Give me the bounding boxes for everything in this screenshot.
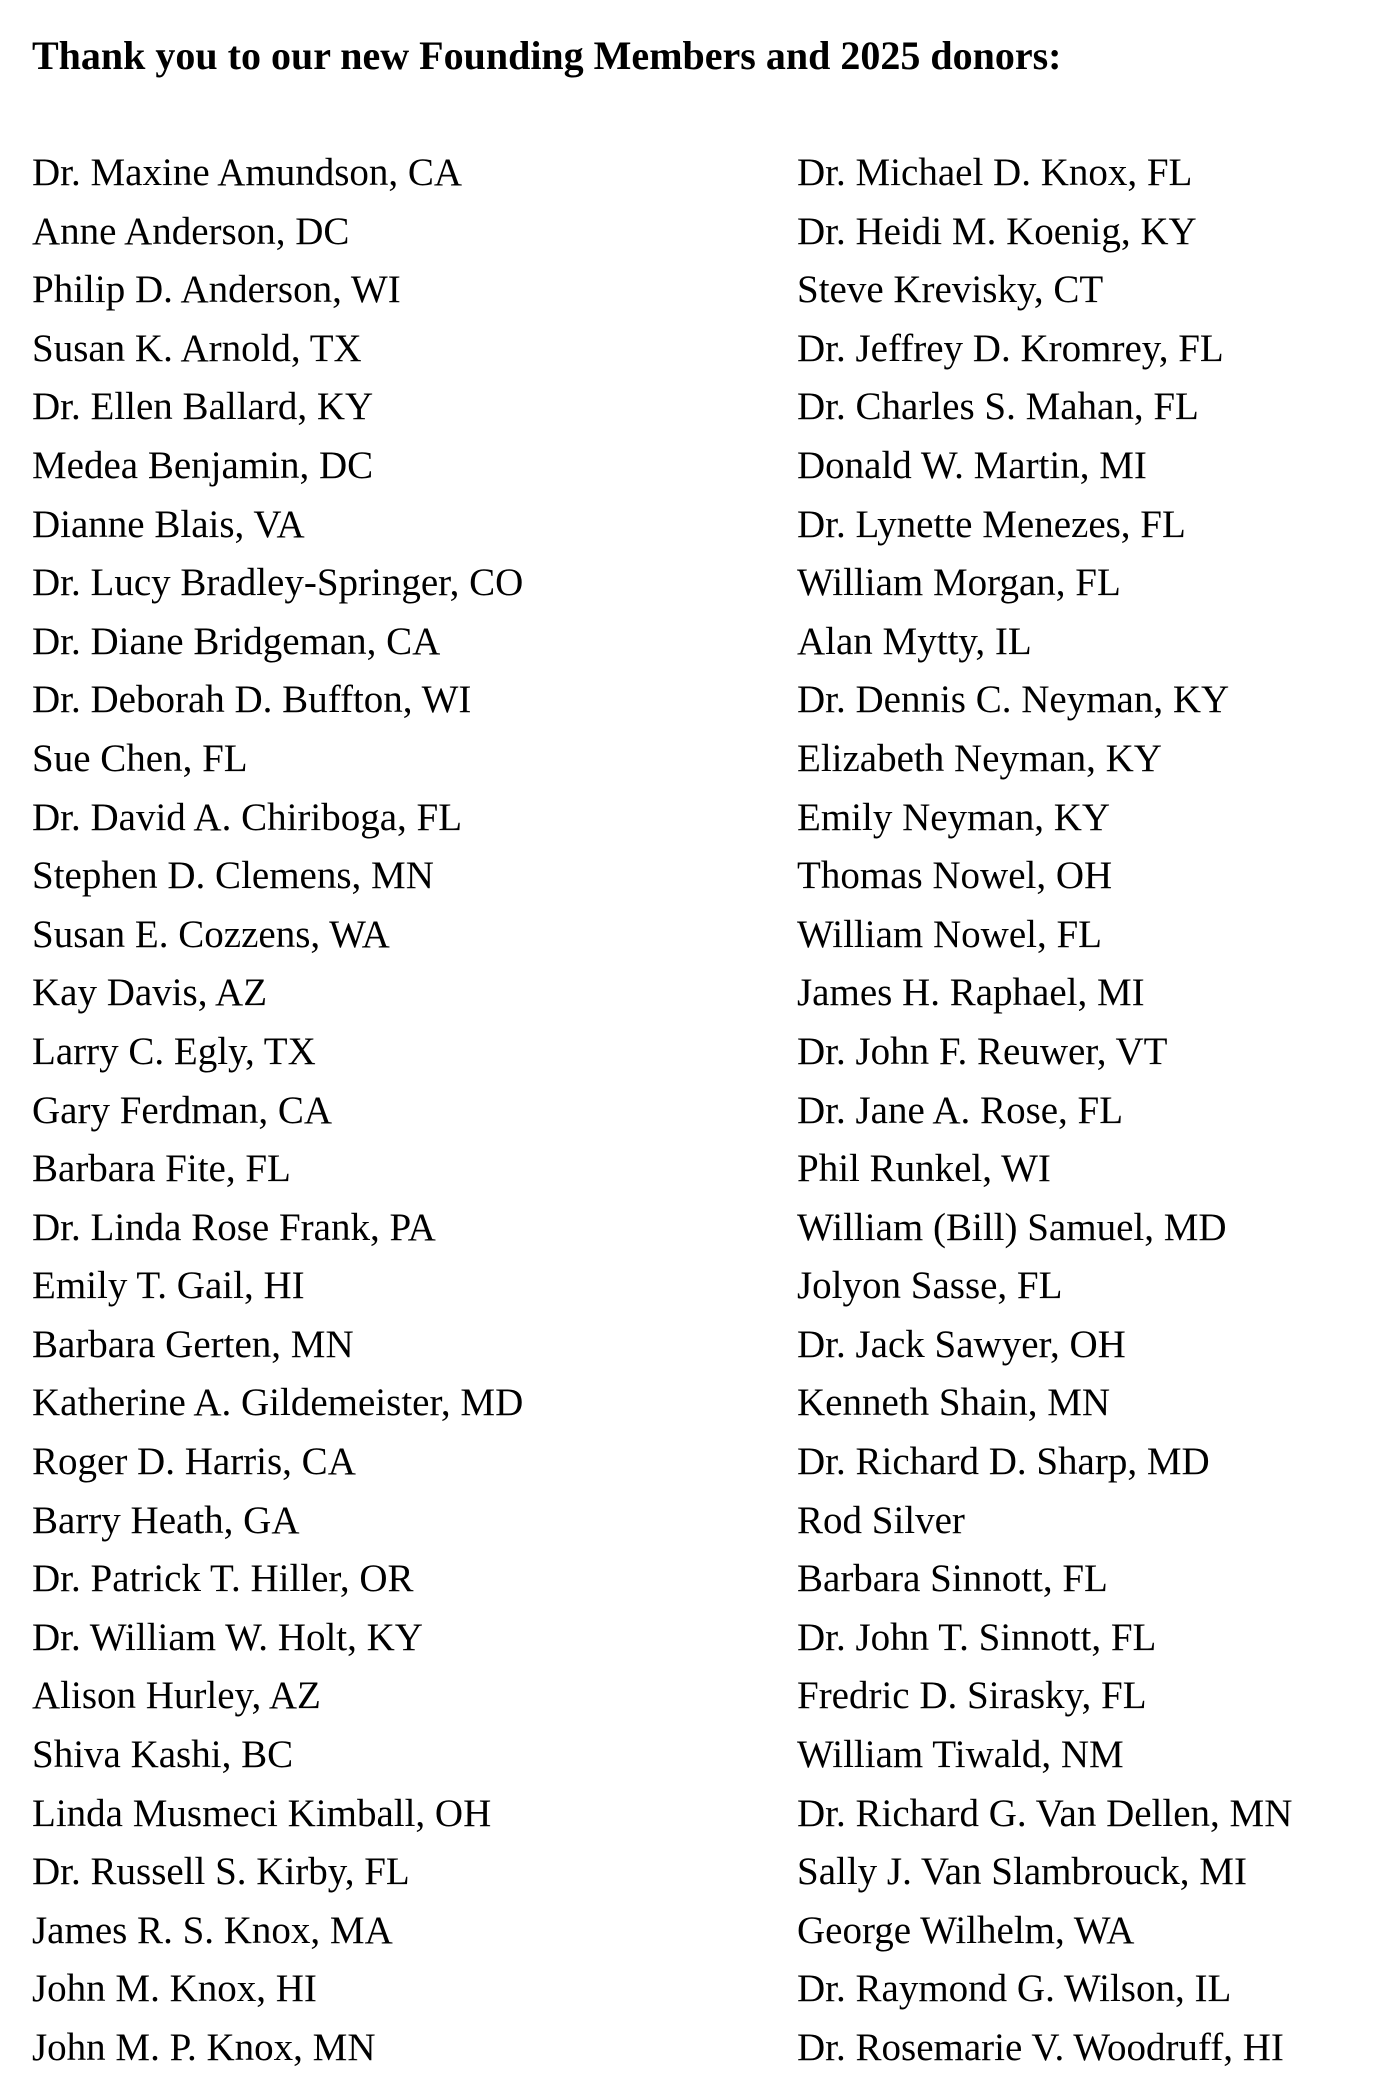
donor-name: Dr. Maxine Amundson, CA <box>32 151 463 194</box>
donor-name: John M. P. Knox, MN <box>32 2026 376 2069</box>
donor-name: Alison Hurley, AZ <box>32 1674 321 1718</box>
page-heading: Thank you to our new Founding Members and 2025 donors: <box>32 33 1062 78</box>
donor-name: Dr. Charles S. Mahan, FL <box>797 385 1199 429</box>
donor-name: Barry Heath, GA <box>32 1498 300 1542</box>
donor-name: William Morgan, FL <box>797 561 1121 605</box>
donor-name: Gary Ferdman, CA <box>32 1088 333 1132</box>
donor-list-right-column <box>797 144 1292 2078</box>
donor-name: Emily T. Gail, HI <box>32 1264 305 1308</box>
donor-name: Dr. Deborah D. Buffton, WI <box>32 678 472 722</box>
donor-name: Dr. Patrick T. Hiller, OR <box>32 1557 414 1601</box>
donor-name: Stephen D. Clemens, MN <box>32 854 434 898</box>
donor-name: Sally J. Van Slambrouck, MI <box>797 1850 1247 1894</box>
donor-name: Kenneth Shain, MN <box>797 1381 1111 1425</box>
donor-name: Susan K. Arnold, TX <box>32 326 362 370</box>
donor-name: Dr. Jane A. Rose, FL <box>797 1088 1124 1132</box>
donor-name: Dr. Raymond G. Wilson, IL <box>797 1967 1232 2011</box>
donor-name: Steve Krevisky, CT <box>797 268 1104 312</box>
donor-name: Dr. Heidi M. Koenig, KY <box>797 209 1197 253</box>
donor-name: Rod Silver <box>797 1498 965 1542</box>
donor-name: Phil Runkel, WI <box>797 1147 1051 1191</box>
donor-name: Philip D. Anderson, WI <box>32 268 401 312</box>
donor-name: Anne Anderson, DC <box>32 209 350 253</box>
donor-name: Elizabeth Neyman, KY <box>797 736 1162 780</box>
donor-name: Dr. Jack Sawyer, OH <box>797 1322 1126 1366</box>
donor-name: Dr. Diane Bridgeman, CA <box>32 619 441 663</box>
donor-name: Alan Mytty, IL <box>797 619 1032 663</box>
donor-name: Dr. John T. Sinnott, FL <box>797 1615 1157 1659</box>
donor-name: Sue Chen, FL <box>32 736 248 780</box>
donor-name: Dr. Lynette Menezes, FL <box>797 502 1186 546</box>
donor-name: Dr. Richard D. Sharp, MD <box>797 1440 1210 1484</box>
donor-name: James R. S. Knox, MA <box>32 1908 393 1952</box>
donor-name: Fredric D. Sirasky, FL <box>797 1674 1147 1718</box>
donor-name: Dr. Rosemarie V. Woodruff, HI <box>797 2026 1284 2069</box>
donor-name: William (Bill) Samuel, MD <box>797 1205 1227 1249</box>
donor-name: Dr. Ellen Ballard, KY <box>32 385 374 429</box>
donor-name: Barbara Gerten, MN <box>32 1322 354 1366</box>
donor-name: Dr. David A. Chiriboga, FL <box>32 795 463 839</box>
donor-name: Katherine A. Gildemeister, MD <box>32 1381 524 1425</box>
donor-name: Dr. Jeffrey D. Kromrey, FL <box>797 326 1224 370</box>
donor-name: Thomas Nowel, OH <box>797 854 1113 898</box>
donor-name: Emily Neyman, KY <box>797 795 1111 839</box>
donor-name: Dr. Michael D. Knox, FL <box>797 151 1193 194</box>
donor-name: Barbara Sinnott, FL <box>797 1557 1108 1601</box>
donor-name: Medea Benjamin, DC <box>32 443 374 487</box>
donor-name: Linda Musmeci Kimball, OH <box>32 1791 492 1835</box>
donor-name: George Wilhelm, WA <box>797 1908 1135 1952</box>
donor-name: William Tiwald, NM <box>797 1733 1124 1777</box>
donor-name: Jolyon Sasse, FL <box>797 1264 1063 1308</box>
donor-name: Shiva Kashi, BC <box>32 1733 294 1777</box>
donor-name: Dr. Russell S. Kirby, FL <box>32 1850 410 1894</box>
donor-name: Dr. John F. Reuwer, VT <box>797 1029 1168 1073</box>
donor-name: William Nowel, FL <box>797 912 1102 956</box>
donor-name: Susan E. Cozzens, WA <box>32 912 390 956</box>
donor-name: Donald W. Martin, MI <box>797 443 1147 487</box>
donor-list-left-column <box>32 144 523 2078</box>
donor-name: Dr. Richard G. Van Dellen, MN <box>797 1791 1293 1835</box>
donor-name: Kay Davis, AZ <box>32 971 268 1015</box>
donor-name: James H. Raphael, MI <box>797 971 1145 1015</box>
donor-name: Larry C. Egly, TX <box>32 1029 316 1073</box>
donor-name: Dianne Blais, VA <box>32 502 305 546</box>
donor-name: Dr. Lucy Bradley-Springer, CO <box>32 561 524 605</box>
donor-name: Barbara Fite, FL <box>32 1147 291 1191</box>
donor-name: Dr. Dennis C. Neyman, KY <box>797 678 1230 722</box>
donor-name: John M. Knox, HI <box>32 1967 317 2011</box>
donor-name: Dr. Linda Rose Frank, PA <box>32 1205 436 1249</box>
donor-name: Roger D. Harris, CA <box>32 1440 356 1484</box>
donor-name: Dr. William W. Holt, KY <box>32 1615 423 1659</box>
